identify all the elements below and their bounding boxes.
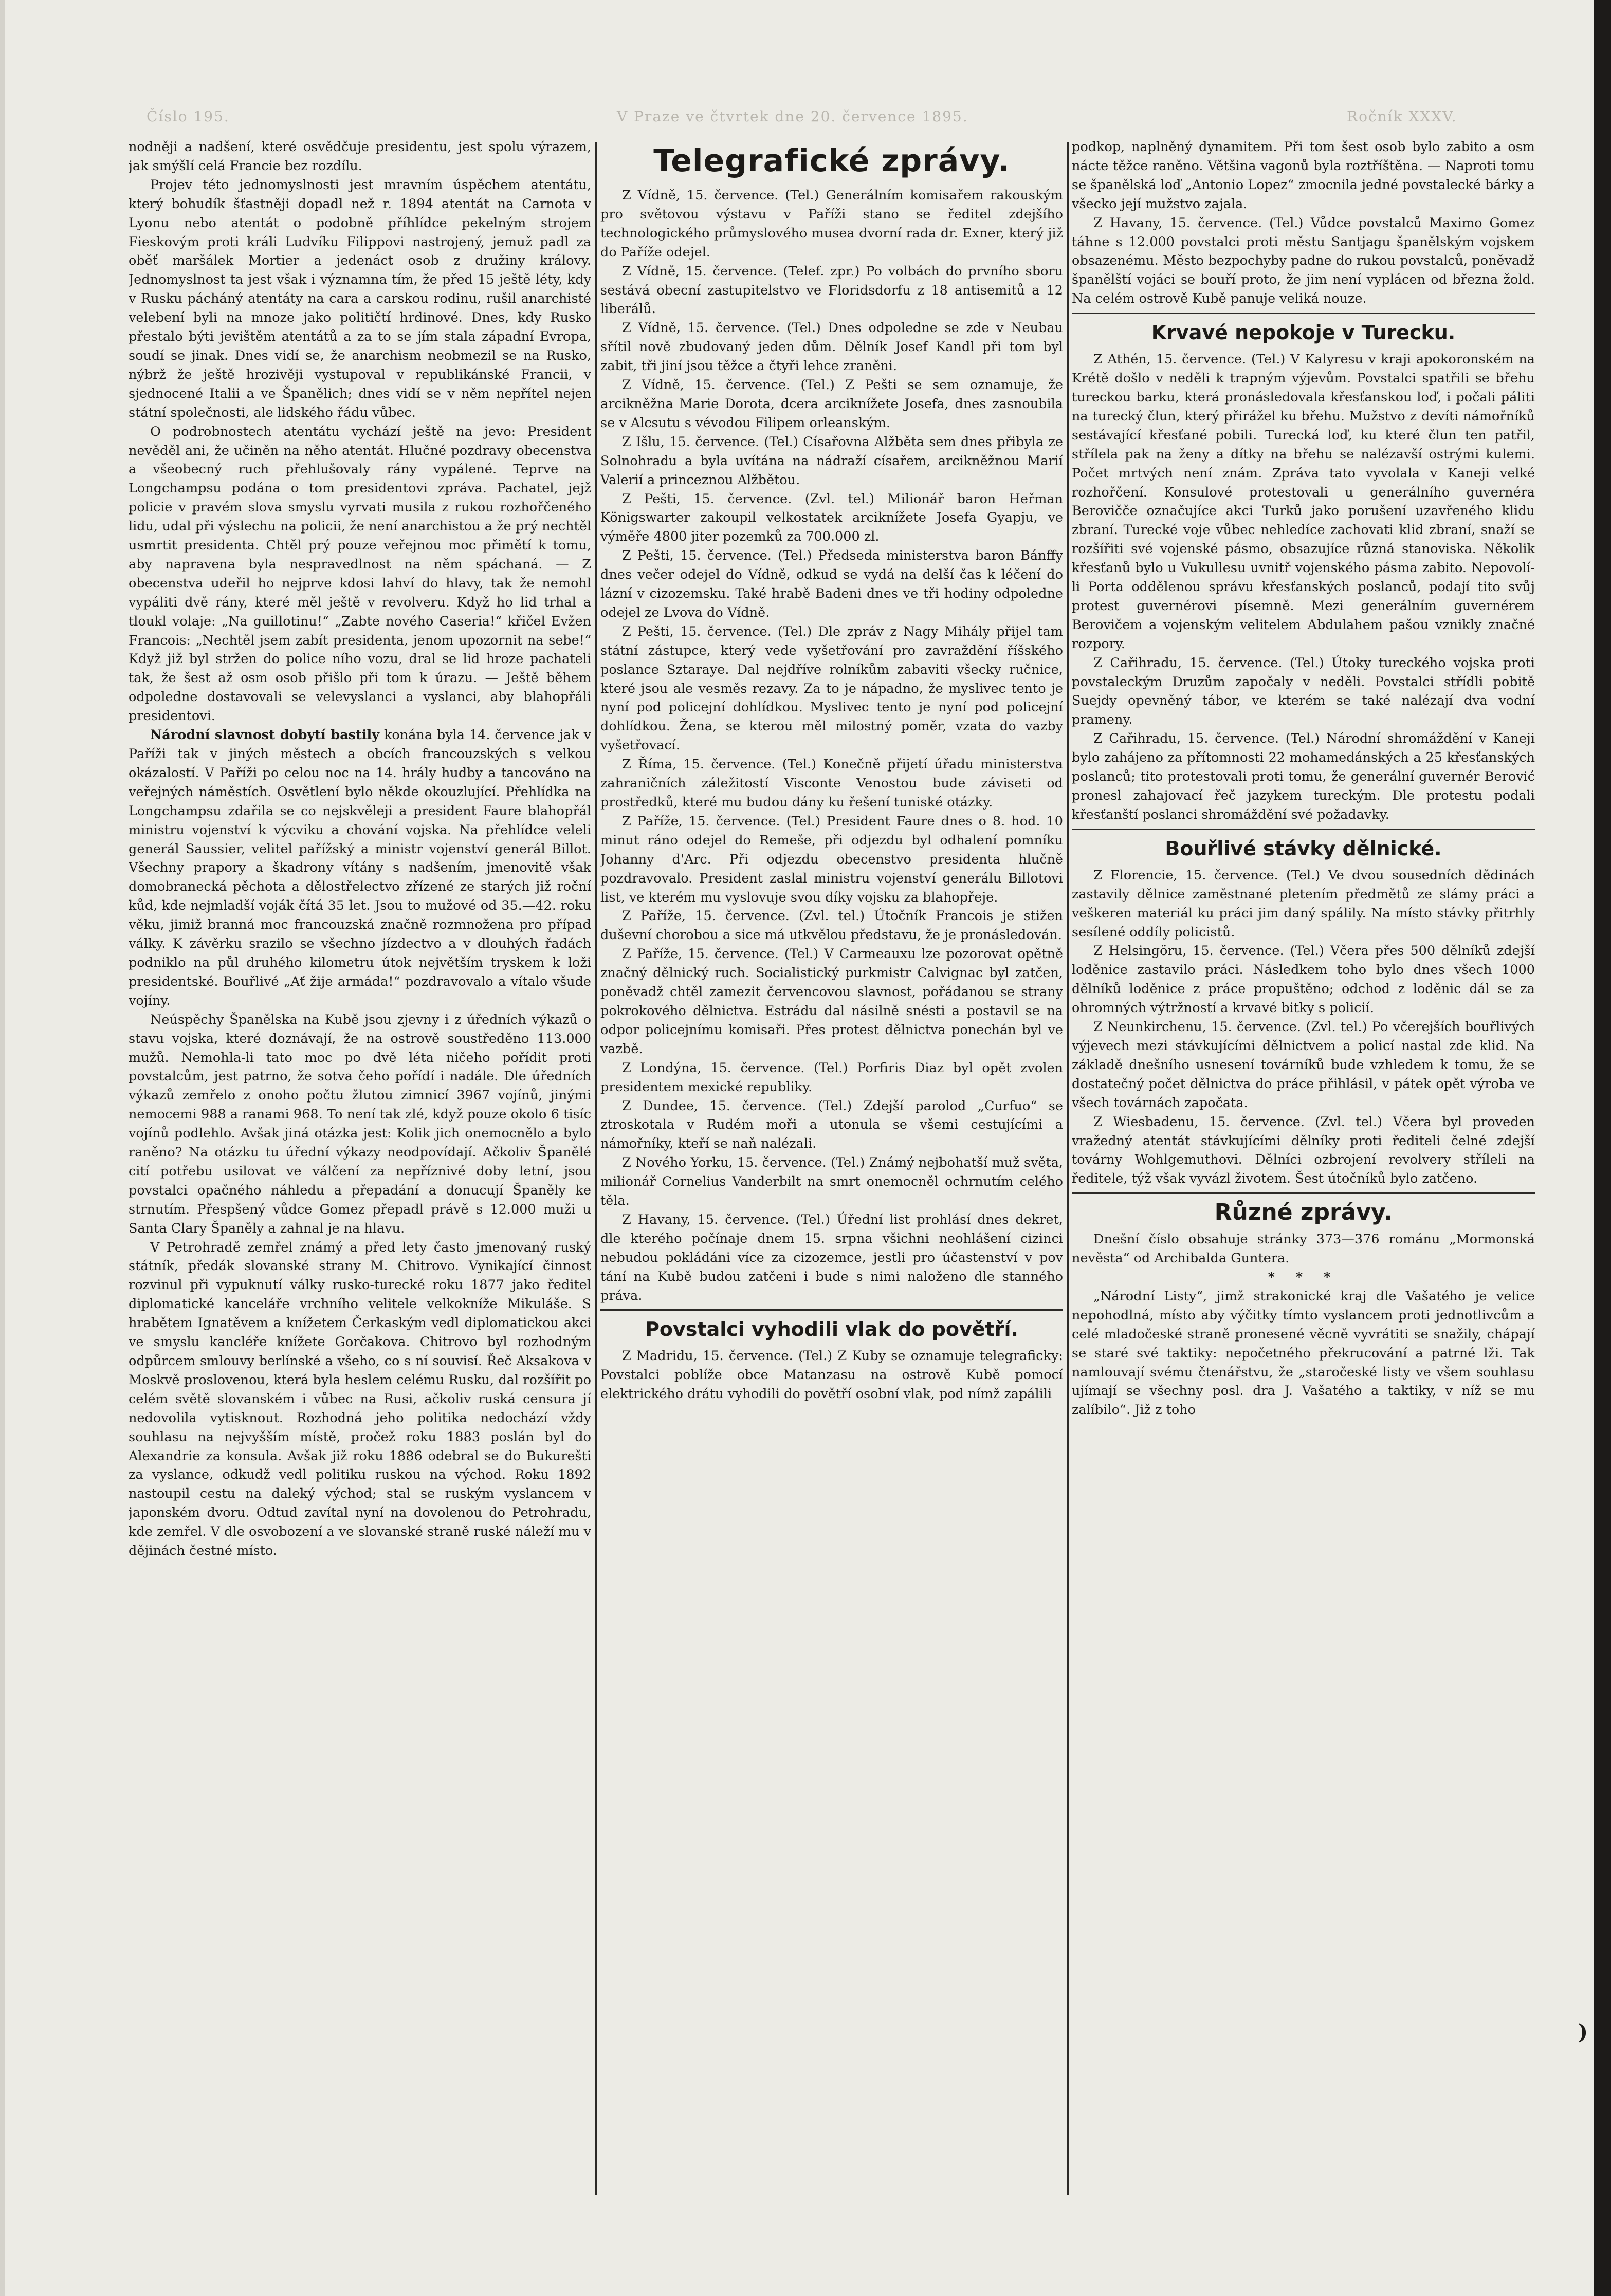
- news-item: Z Paříže, 15. července. (Zvl. tel.) Útočník Francois je stižen duševní chorobou a sice má utkvělou představu, že je pronásledován.: [600, 908, 1063, 943]
- bleed-through-left: Číslo 195.: [147, 108, 230, 125]
- scan-left-margin: [0, 0, 5, 2296]
- news-item: Z Cařihradu, 15. července. (Tel.) Národní shromáždění v Kaneji bylo zahájeno za přítomnosti 22 mohamedánských a 25 křesťanských poslanců; tito protestovali proti tomu, že generální guvernér Berović pronesl zahajovací řeč jazykem tureckým. Dle protestu podali křesťanští poslanci shromáždění své požadavky.: [1072, 731, 1535, 822]
- column-1: [129, 138, 591, 2250]
- news-item: Z Pešti, 15. července. (Tel.) Předseda ministerstva baron Bánffy dnes večer odejel do Vídně, odkud se vydá na delší čas k léčení do lázní v cizozemsku. Také hrabě Badeni dnes ve tři hodiny odpoledne odejel ze Lvova do Vídně.: [600, 548, 1063, 620]
- news-item: Z Pešti, 15. července. (Zvl. tel.) Milionář baron Heřman Königswarter zakoupil velkostatek arciknížete Josefa Gyapju, ve výměře 4800 jiter pozemků za 700.000 zl.: [600, 491, 1063, 545]
- column-3: [1072, 138, 1535, 2250]
- column-rule-1: [595, 142, 597, 2195]
- ornament-dots: * * *: [1268, 1270, 1339, 1285]
- news-item: Z Athén, 15. července. (Tel.) V Kalyresu v kraji apokoronském na Krétě došlo v neděli k trapným výjevům. Povstalci spatřili se břehu tureckou barku, která pronásledovala křesťanskou loď, i počali páliti na turecký člun, který přirážel ku břehu. Mužstvo z devíti námořníků sestávající křesťané pobili. Turecká loď, ku které člun ten patřil, střílela pak na ženy a dítky na břehu se nalézavší ostrými kulemi. Počet mrtvých není znám. Zpráva tato vyvolala v Kaneji velké rozhořčení. Konsulové protestovali u generálního guvernéra Berovičče označujíce akci Turků jako porušení uzavřeného klidu zbraní. Turecké voje vůbec nehledíce zachovati klid zbraní, snaží se rozšířiti své vojenské pásmo, obsazujíce různá stanoviska. Několik křesťanů bylo u Vukullesu uvnitř vojenského pásma zabito. Nepovolí-li Porta oddělenou správu křesťanských poslanců, podají tito svůj protest guvernérovi písemně. Mezi generálním guvernérem Berovičem a vojenským velitelem Abdulahem pašou vznikly značné rozpory.: [1072, 352, 1535, 652]
- margin-mark: ): [1578, 2020, 1588, 2044]
- section-divider: [600, 1309, 1063, 1311]
- news-item: Z Paříže, 15. července. (Tel.) President Faure dnes o 8. hod. 10 minut ráno odejel do Remeše, při odjezdu byl odhalení pomníku Johanny d'Arc. Při odjezdu obecenstvo presidenta hlučně pozdravovalo. President zaslal ministru vojenství generálu Billotovi list, ve kterém mu vyslovuje svou díky vojsku za blahopřeje.: [600, 813, 1063, 905]
- section-heading: Povstalci vyhodili vlak do povětří.: [645, 1318, 1018, 1341]
- news-item: podkop, naplněný dynamitem. Při tom šest osob bylo zabito a osm nácte těžce raněno. Většina vagonů byla roztříštěna. — Naproti tomu se španělská loď „Antonio Lopez“ zmocnila jedné povstalecké bárky a všecko její mužstvo zajala.: [1072, 139, 1535, 212]
- paragraph: V Petrohradě zemřel známý a před lety často jmenovaný ruský státník, předák slovanské strany M. Chitrovo. Vynikající činnost rozvinul při vypuknutí války rusko-turecké roku 1877 jako ředitel diplomatické kanceláře vrchního velitele velkokníže Mikuláše. S hrabětem Ignatěvem a knížetem Čerkaským vedl diplomatickou akci ve smyslu kancléře knížete Gorčakova. Chitrovo byl rozhodným odpůrcem smlouvy berlínské a všeho, co s ní souvisí. Řeč Aksakova v Moskvě proslovenou, která byla heslem celému Rusku, dal rozšířit po celém světě slovanském i vůbec na Rusi, ačkoliv ruská censura jí nedovolila vytisknout. Rozhodná jeho politika nedochází vždy souhlasu na nejvyšším místě, pročež roku 1883 poslán byl do Alexandrie za konsula. Avšak již roku 1886 odebral se do Bukurešti za vyslance, odkudž vedl politiku ruskou na východ. Roku 1892 nastoupil cestu na daleký východ; stal se ruským vyslancem v japonském dvoru. Odtud zavítal nyní na dovolenou do Petrohradu, kde zemřel. V dle osvobození a ve slovanské straně ruské náleží mu v dějinách čestné místo.: [129, 1239, 591, 1559]
- bleed-through-right: Ročník XXXV.: [1347, 108, 1457, 125]
- news-item: Z Pešti, 15. července. (Tel.) Dle zpráv z Nagy Mihály přijel tam státní zástupce, který vede vyšetřování pro zavraždění říšského poslance Sztaraye. Dal nejdříve rolníkům zabaviti všecky ručnice, které jsou ale vesměs rezavy. Za to je nápadno, že myslivec tento je nyní pod policejní dohlídkou. Myslivec tento je nyní pod policejní dohlídkou. Žena, se kterou měl milostný poměr, vzata do vazby vyšetřovací.: [600, 623, 1063, 754]
- section-heading: Různé zprávy.: [1214, 1199, 1393, 1226]
- inline-heading: Národní slavnost dobytí bastily: [150, 727, 380, 743]
- news-item: Z Nového Yorku, 15. července. (Tel.) Známý nejbohatší muž světa, milionář Cornelius Vanderbilt na smrt onemocněl ochrnutím celého těla.: [600, 1155, 1063, 1209]
- section-heading: Telegrafické zprávy.: [653, 143, 1010, 179]
- section-divider: [1072, 313, 1535, 314]
- news-item: Z Havany, 15. července. (Tel.) Úřední list prohlásí dnes dekret, dle kterého počínaje dnem 15. srpna všichni neohlášení cizinci nebudou pokládáni více za cizozemce, jestli pro účastenství v pov tání na Kubě budou zatčeni i bude s nimi naloženo dle stanného práva.: [600, 1211, 1063, 1303]
- news-item: Z Vídně, 15. července. (Tel.) Dnes odpoledne se zde v Neubau sřítil nově zbudovaný jeden dům. Dělník Josef Kandl při tom byl zabit, tři jiní jsou těžce a čtyři lehce zraněni.: [600, 320, 1063, 374]
- news-item: Z Neunkirchenu, 15. července. (Zvl. tel.) Po včerejších bouřlivých výjevech mezi stávkujícími dělnictvem a policí nastal zde klid. Na základě dnešního usnesení továrníků bude vzhledem k tomu, že se dostatečný počet dělnictva do práce přihlásil, v pátek opět výroba ve všech továrnách započata.: [1072, 1019, 1535, 1111]
- section-heading: Bouřlivé stávky dělnické.: [1165, 837, 1442, 860]
- column-rule-2: [1067, 142, 1069, 2195]
- section-heading: Krvavé nepokoje v Turecku.: [1151, 321, 1456, 344]
- news-item: Z Išlu, 15. července. (Tel.) Císařovna Alžběta sem dnes přibyla ze Solnohradu a byla uvítána na nádraží císařem, arcikněžnou Marií Valerií a princeznou Alžbětou.: [600, 434, 1063, 488]
- news-item: Z Cařihradu, 15. července. (Tel.) Útoky tureckého vojska proti povstaleckým Druzům započaly v neděli. Povstalci střídli pobitě Suejdy opevněný tábor, ve kterém se také nalézají dva vodní prameny.: [1072, 655, 1535, 728]
- paragraph-text: konána byla 14. července jak v Paříži tak v jiných městech a obcích francouzských s velkou okázalostí. V Paříži po celou noc na 14. hrály hudby a tancováno na veřejných náměstích. Osvětlení bylo někde okouzlující. Přehlídka na Longchampsu zdařila se co nejskvěleji a president Faure blahopřál ministru vojenství k výcviku a chování vojska. Na přehlídce veleli generál Saussier, velitel pařížský a ministr vojenství generál Billot. Všechny prapory a škadrony vítány s nadšením, jmenovitě však domobranecká pěchota a dělostřelectvo zřízené ze starých již roční kůd, kde nejmladší voják čítá 35 let. Jsou to mužové od 35.—42. roku věku, jimiž branná moc francouzská značně rozmnožena pro případ války. K závěrku srazilo se všechno jízdectvo a v dlouhých řadách podniklo na půl druhého kilometru útok největším tryskem k loži presidentské. Bouřlivé „Ať žije armáda!“ pozdravovalo a vítalo všude vojíny.: [129, 727, 591, 1008]
- paragraph: Neúspěchy Španělska na Kubě jsou zjevny i z úředních výkazů o stavu vojska, které doznávají, že na ostrově soustředěno 113.000 mužů. Nemohla-li tato moc po dvě léta ničeho pořídit proti povstalcům, jest patrno, že sotva čeho pořídí i nadále. Dle úředních výkazů zemřelo z onoho počtu žlutou zimnicí 3967 vojínů, jinými nemocemi 988 a ranami 968. To není tak zlé, když pouze okolo 6 tisíc vojínů podlehlo. Avšak jiná otázka jest: Kolik jich onemocnělo a bylo raněno? Na otázku tu úřední výkazy neodpovídají. Ačkoliv Španělé cití potřebu usilovat ve válčení za nepříznivé doby letní, jsou povstalci opačného náhledu a přepadání a donucují Španěly ke strnutím. Přespšený vůdce Gomez přepadl právě s 12.000 muži u Santa Clary Španěly a zahnal je na hlavu.: [129, 1012, 591, 1236]
- news-item: Z Paříže, 15. července. (Tel.) V Carmeauxu lze pozorovat opětně značný dělnický ruch. Socialistický purkmistr Calvignac byl zatčen, poněvadž chtěl zamezit červencovou slavnost, pořádanou se strany pokrokového dělnictva. Estrádu dal násilně snésti a postavil se na odpor policejnímu komisaři. Přes protest dělnictva ponechán byl ve vazbě.: [600, 946, 1063, 1057]
- column-2: [600, 138, 1063, 2250]
- news-item: Z Londýna, 15. července. (Tel.) Porfiris Diaz byl opět zvolen presidentem mexické republiky.: [600, 1060, 1063, 1095]
- paragraph: Dnešní číslo obsahuje stránky 373—376 románu „Mormonská nevěsta“ od Archibalda Guntera.: [1072, 1232, 1535, 1266]
- section-divider: [1072, 1192, 1535, 1194]
- section-divider: [1072, 829, 1535, 830]
- news-item: Z Helsingöru, 15. července. (Tel.) Včera přes 500 dělníků zdejší loděnice zastavilo práci. Následkem toho bylo dnes všech 1000 dělníků loděnice z práce propuštěno; odchod z loděnic dál se za ohromných výtržností a krvavé bitky s policií.: [1072, 943, 1535, 1016]
- bleed-through-mid: V Praze ve čtvrtek dne 20. července 1895.: [617, 108, 968, 125]
- news-item: Z Vídně, 15. července. (Tel.) Generálním komisařem rakouským pro světovou výstavu v Paříži stano se ředitel zdejšího technologického průmyslového musea dvorní rada dr. Exner, který již do Paříže odejel.: [600, 188, 1063, 260]
- news-item: Z Dundee, 15. července. (Tel.) Zdejší parolod „Curfuo“ se ztroskotala v Rudém moři a utonula se všemi cestujícími a námořníky, kteří se naň nalézali.: [600, 1098, 1063, 1152]
- scan-dark-edge: [1594, 0, 1611, 2296]
- news-item: Z Vídně, 15. července. (Telef. zpr.) Po volbách do prvního sboru sestává obecní zastupitelstvo ve Floridsdorfu z 18 antisemitů a 12 liberálů.: [600, 263, 1063, 317]
- news-item: Z Wiesbadenu, 15. července. (Zvl. tel.) Včera byl proveden vražedný atentát stávkujícími dělníky proti řediteli čelné zdejší továrny Wohlgemuthovi. Dělníci ozbrojení revolvery stříleli na ředitele, týž však vyvázl životem. Šest útočníků bylo zatčeno.: [1072, 1114, 1535, 1187]
- news-item: Z Havany, 15. července. (Tel.) Vůdce povstalců Maximo Gomez táhne s 12.000 povstalci proti městu Santjagu španělským vojskem obsazenému. Město bezpochyby padne do rukou povstalců, poněvadž španělští vojáci se bouří proto, že jim není vyplácen od března žold. Na celém ostrově Kubě panuje veliká nouze.: [1072, 215, 1535, 307]
- news-item: Z Madridu, 15. července. (Tel.) Z Kuby se oznamuje telegraficky: Povstalci poblíže obce Matanzasu na ostrově Kubě pomocí elektrického drátu vyhodili do povětří osobní vlak, pod nímž zapálili: [600, 1348, 1063, 1402]
- news-item: Z Říma, 15. července. (Tel.) Konečně přijetí úřadu ministerstva zahraničních záležitostí Visconte Venostou bude záviseti od prostředků, které mu budou dány ku řešení tuniské otázky.: [600, 757, 1063, 810]
- paragraph: „Národní Listy“, jimž strakonické kraj dle Vašatého je velice nepohodlná, místo aby výčitky tímto vyslancem proti jednotlivcům a celé mladočeské straně pronesené věcně vyvrátiti se snažily, chápají se staré své taktiky: nepočetného překrucování a patrné lži. Tak namlouvají svému čtenářstvu, že „staročeské listy ve všem souhlasu ujímají se všechny posl. dra J. Vašatého a taktiky, v níž se mu zalíbilo“. Již z toho: [1072, 1288, 1535, 1418]
- paragraph: [129, 726, 591, 1011]
- paragraph: nodněji a nadšení, které osvědčuje presidentu, jest spolu výrazem, jak smýšlí celá Francie bez rozdílu.: [129, 139, 591, 174]
- news-item: Z Florencie, 15. července. (Tel.) Ve dvou sousedních dědinách zastavily dělnice zaměstnané pletením předmětů ze slámy práci a veškeren materiál ku práci jim daný spálily. Na místo stávky přitrhly sesílené oddíly policistů.: [1072, 867, 1535, 940]
- paragraph: O podrobnostech atentátu vychází ještě na jevo: President nevěděl ani, že učiněn na něho atentát. Hlučné pozdravy obecenstva a všeobecný ruch přehlušovaly rány vypálené. Teprve na Longchampsu podána o tom presidentovi zpráva. Pachatel, jejž policie v pravém slova smyslu vyrvati musila z rukou rozhořčeného lidu, udal při výslechu na policii, že není anarchistou a že prý nechtěl usmrtit presidenta. Chtěl prý pouze veřejnou moc přimětí k tomu, aby napravena byla nespravedlnost na něm spáchaná. — Z obecenstva udeřil ho nejprve kdosi lahví do hlavy, tak že nemohl vypáliti dvě rány, které měl ještě v revolveru. Když ho lid trhal a tloukl volaje: „Na guillotinu!“ „Zabte nového Caseria!“ křičel Evžen Francois: „Nechtěl jsem zabít presidenta, jenom upozornit na sebe!“ Když již byl stržen do police ního vozu, dral se lid hroze pachateli tak, že šest až osm osob přišlo při tom k úrazu. — Ještě během odpoledne dostavovali se velevyslanci a vyslanci, aby blahopřáli presidentovi.: [129, 424, 591, 724]
- paragraph: Projev této jednomyslnosti jest mravním úspěchem atentátu, který bohudík šťastněji dopadl než r. 1894 atentát na Carnota v Lyonu nebo atentát o podobně příhlídce pekelným strojem Fieskovým proti králi Ludvíku Filippovi nastrojený, jemuž padl za oběť maršálek Mortier a jedenáct osob z družiny královy. Jednomyslnost ta jest však i významna tím, že před 15 ještě léty, kdy v Rusku pácháný atentáty na cara a carskou rodinu, rušil anarchisté velebení byli na mnoze jako političtí hrdinové. Dnes, kdy Rusko přestalo býti jevištěm atentátů a za to se jím stala západní Evropa, soudí se jinak. Dnes vidí se, že anarchism neobmezil se na Rusko, nýbrž že ještě hrozivěji vystupoval v republikánské Francii, v sjednocené Italii a ve Španělich; dnes vidí se v něm nepřítel nejen státní společnosti, ale lidského řádu vůbec.: [129, 177, 591, 420]
- news-item: Z Vídně, 15. července. (Tel.) Z Pešti se sem oznamuje, že arcikněžna Marie Dorota, dcera arciknížete Josefa, dnes zasnoubila se v Alcsutu s vévodou Filipem orleanským.: [600, 377, 1063, 431]
